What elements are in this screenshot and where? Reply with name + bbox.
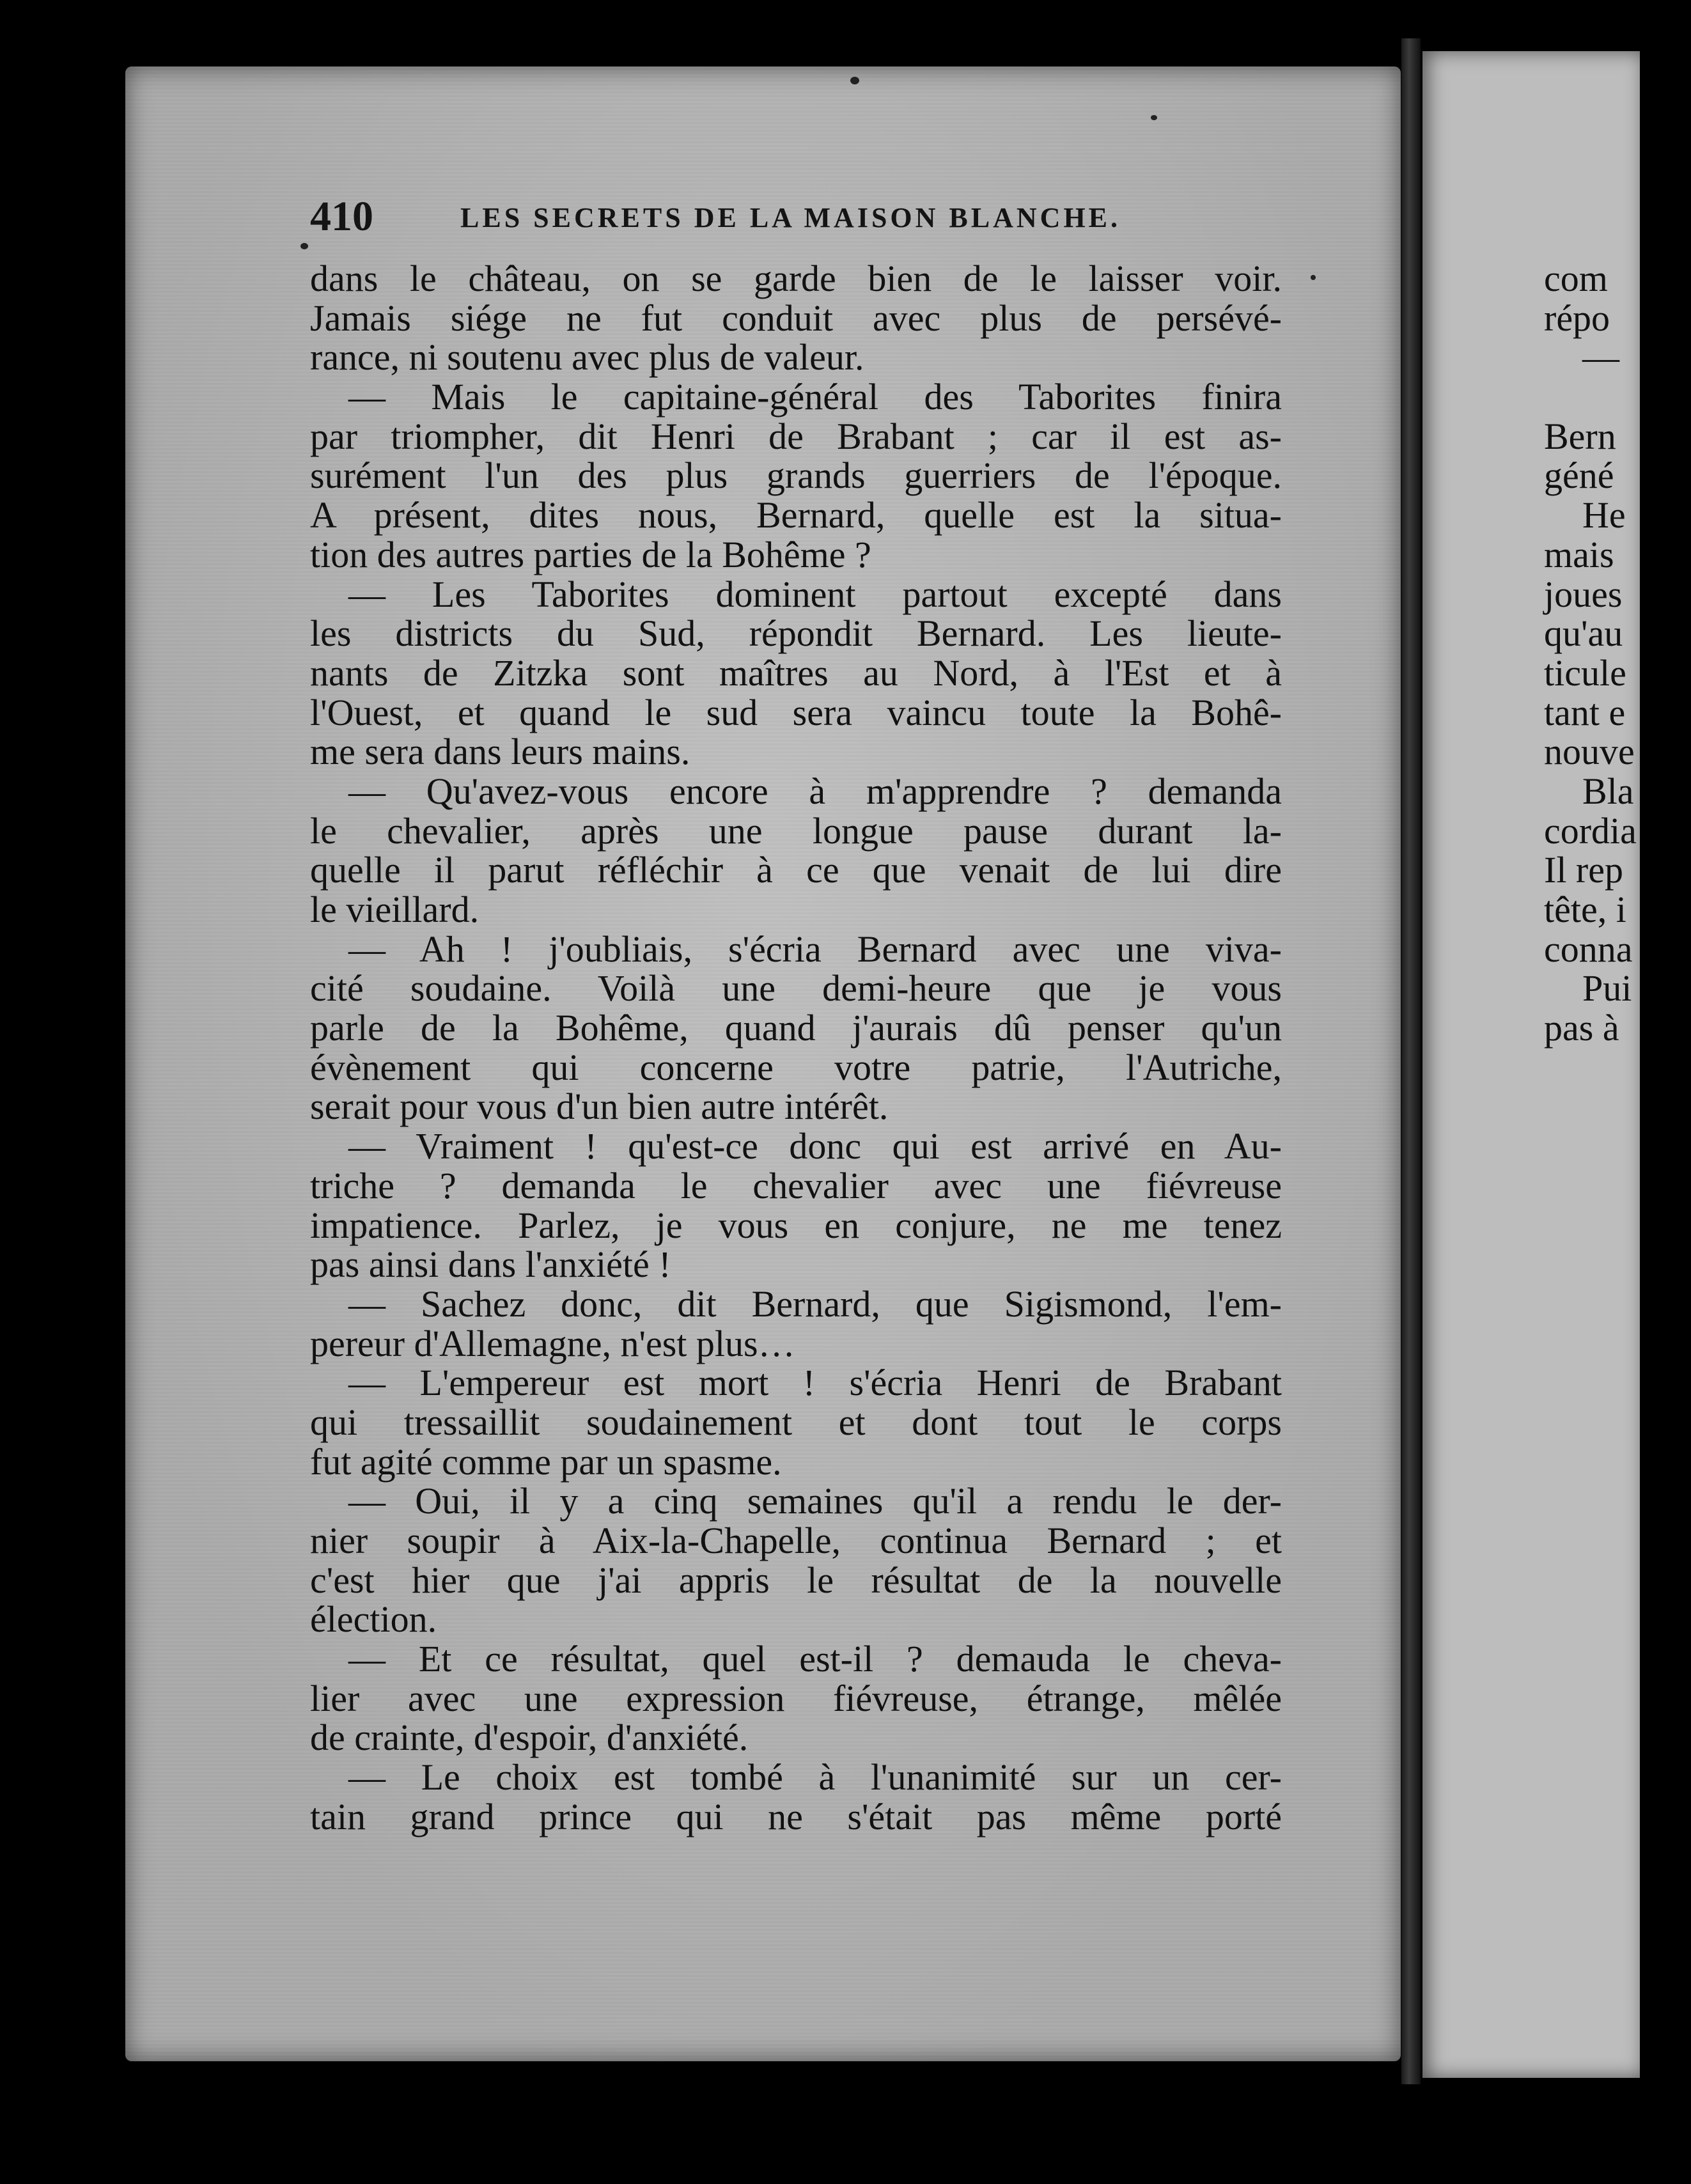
facing-text-fragment: He — [1582, 494, 1626, 536]
text-line: cité soudaine. Voilà une demi-heure que je vous — [310, 967, 1282, 1010]
facing-text-fragment: pas à — [1544, 1007, 1619, 1049]
facing-text-fragment — [1544, 377, 1691, 417]
text-line: — Vraiment ! qu'est-ce donc qui est arrivé en Au- — [348, 1125, 1282, 1167]
facing-text-fragment: com — [1544, 258, 1608, 299]
running-title: LES SECRETS DE LA MAISON BLANCHE. — [460, 202, 1121, 233]
text-line: le vieillard. — [310, 889, 479, 930]
page-body-text — [310, 259, 1282, 1837]
text-line: évènement qui concerne votre patrie, l'Autriche, — [310, 1046, 1282, 1088]
facing-text-fragment: tant e — [1544, 691, 1626, 733]
text-line: impatience. Parlez, je vous en conjure, ne me tenez — [310, 1204, 1282, 1246]
text-line: pas ainsi dans l'anxiété ! — [310, 1244, 671, 1286]
text-line: quelle il parut réfléchir à ce que venait de lui dire — [310, 849, 1282, 891]
text-line: — L'empereur est mort ! s'écria Henri de Brabant — [348, 1362, 1282, 1404]
text-line: tain grand prince qui ne s'était pas même porté — [310, 1795, 1282, 1837]
text-line: nants de Zitzka sont maîtres au Nord, à l'Est et à — [310, 651, 1282, 694]
facing-text-fragment: nouve — [1544, 731, 1635, 773]
text-line: serait pour vous d'un bien autre intérêt. — [310, 1086, 889, 1128]
text-line: lier avec une expression fiévreuse, étrange, mêlée — [310, 1677, 1282, 1719]
text-line: fut agité comme par un spasme. — [310, 1440, 782, 1483]
text-line: — Oui, il y a cinq semaines qu'il a rendu le der- — [348, 1480, 1282, 1522]
text-line: — Et ce résultat, quel est-il ? demauda le cheva- — [348, 1638, 1282, 1680]
facing-text-fragment: répo — [1544, 297, 1610, 339]
text-line: de crainte, d'espoir, d'anxiété. — [310, 1717, 749, 1759]
text-line: — Sachez donc, dit Bernard, que Sigismond, l'em- — [348, 1283, 1282, 1325]
facing-text-fragment: conna — [1544, 928, 1633, 970]
text-line: les districts du Sud, répondit Bernard. Les lieute- — [310, 612, 1282, 655]
text-line: qui tressaillit soudainement et dont tout le corps — [310, 1401, 1282, 1443]
text-line: pereur d'Allemagne, n'est plus… — [310, 1322, 795, 1364]
text-line: par triompher, dit Henri de Brabant ; car il est as- — [310, 415, 1282, 457]
facing-text-fragment: — — [1582, 336, 1619, 378]
text-line: dans le château, on se garde bien de le laisser voir. — [310, 258, 1282, 299]
text-line: tion des autres parties de la Bohême ? — [310, 533, 871, 575]
text-line: — Le choix est tombé à l'unanimité sur un cer- — [348, 1756, 1282, 1798]
facing-text-fragment: Pui — [1582, 967, 1632, 1010]
scan-speck — [1151, 115, 1157, 120]
scan-speck — [1311, 275, 1316, 280]
text-line: Jamais siége ne fut conduit avec plus de persévé- — [310, 297, 1282, 339]
scan-speck — [300, 243, 308, 249]
text-line: c'est hier que j'ai appris le résultat de la nouvelle — [310, 1559, 1282, 1601]
facing-text-fragment: cordia — [1544, 809, 1637, 852]
text-line: parle de la Bohême, quand j'aurais dû penser qu'un — [310, 1007, 1282, 1049]
text-line: A présent, dites nous, Bernard, quelle est la situa- — [310, 494, 1282, 536]
facing-text-fragment: Il rep — [1544, 849, 1623, 891]
text-line: — Ah ! j'oubliais, s'écria Bernard avec une viva- — [348, 928, 1282, 970]
facing-page-text — [1544, 259, 1691, 1048]
text-line: rance, ni soutenu avec plus de valeur. — [310, 336, 864, 378]
text-line: — Qu'avez-vous encore à m'apprendre ? demanda — [348, 770, 1282, 812]
text-line: l'Ouest, et quand le sud sera vaincu toute la Bohê- — [310, 691, 1282, 733]
scan-speck — [850, 77, 859, 84]
text-line: — Mais le capitaine-général des Taborites finira — [348, 376, 1282, 418]
text-line: — Les Taborites dominent partout excepté dans — [348, 573, 1282, 615]
text-line: le chevalier, après une longue pause durant la- — [310, 809, 1282, 852]
text-line: nier soupir à Aix-la-Chapelle, continua Bernard ; et — [310, 1520, 1282, 1561]
facing-text-fragment: qu'au — [1544, 612, 1623, 655]
book-gutter — [1401, 38, 1421, 2084]
text-line: élection. — [310, 1598, 437, 1641]
text-line: triche ? demanda le chevalier avec une fiévreuse — [310, 1164, 1282, 1206]
facing-text-fragment: mais — [1544, 533, 1614, 575]
facing-text-fragment: Bern — [1544, 415, 1616, 457]
page-number: 410 — [310, 193, 373, 240]
text-line: me sera dans leurs mains. — [310, 731, 690, 773]
facing-text-fragment: géné — [1544, 455, 1614, 497]
page-header — [310, 189, 1128, 246]
facing-text-fragment: ticule — [1544, 651, 1626, 694]
facing-text-fragment: tête, i — [1544, 889, 1626, 930]
facing-text-fragment: joues — [1544, 573, 1623, 615]
text-line: surément l'un des plus grands guerriers de l'époque. — [310, 455, 1282, 497]
facing-text-fragment: Bla — [1582, 770, 1634, 812]
